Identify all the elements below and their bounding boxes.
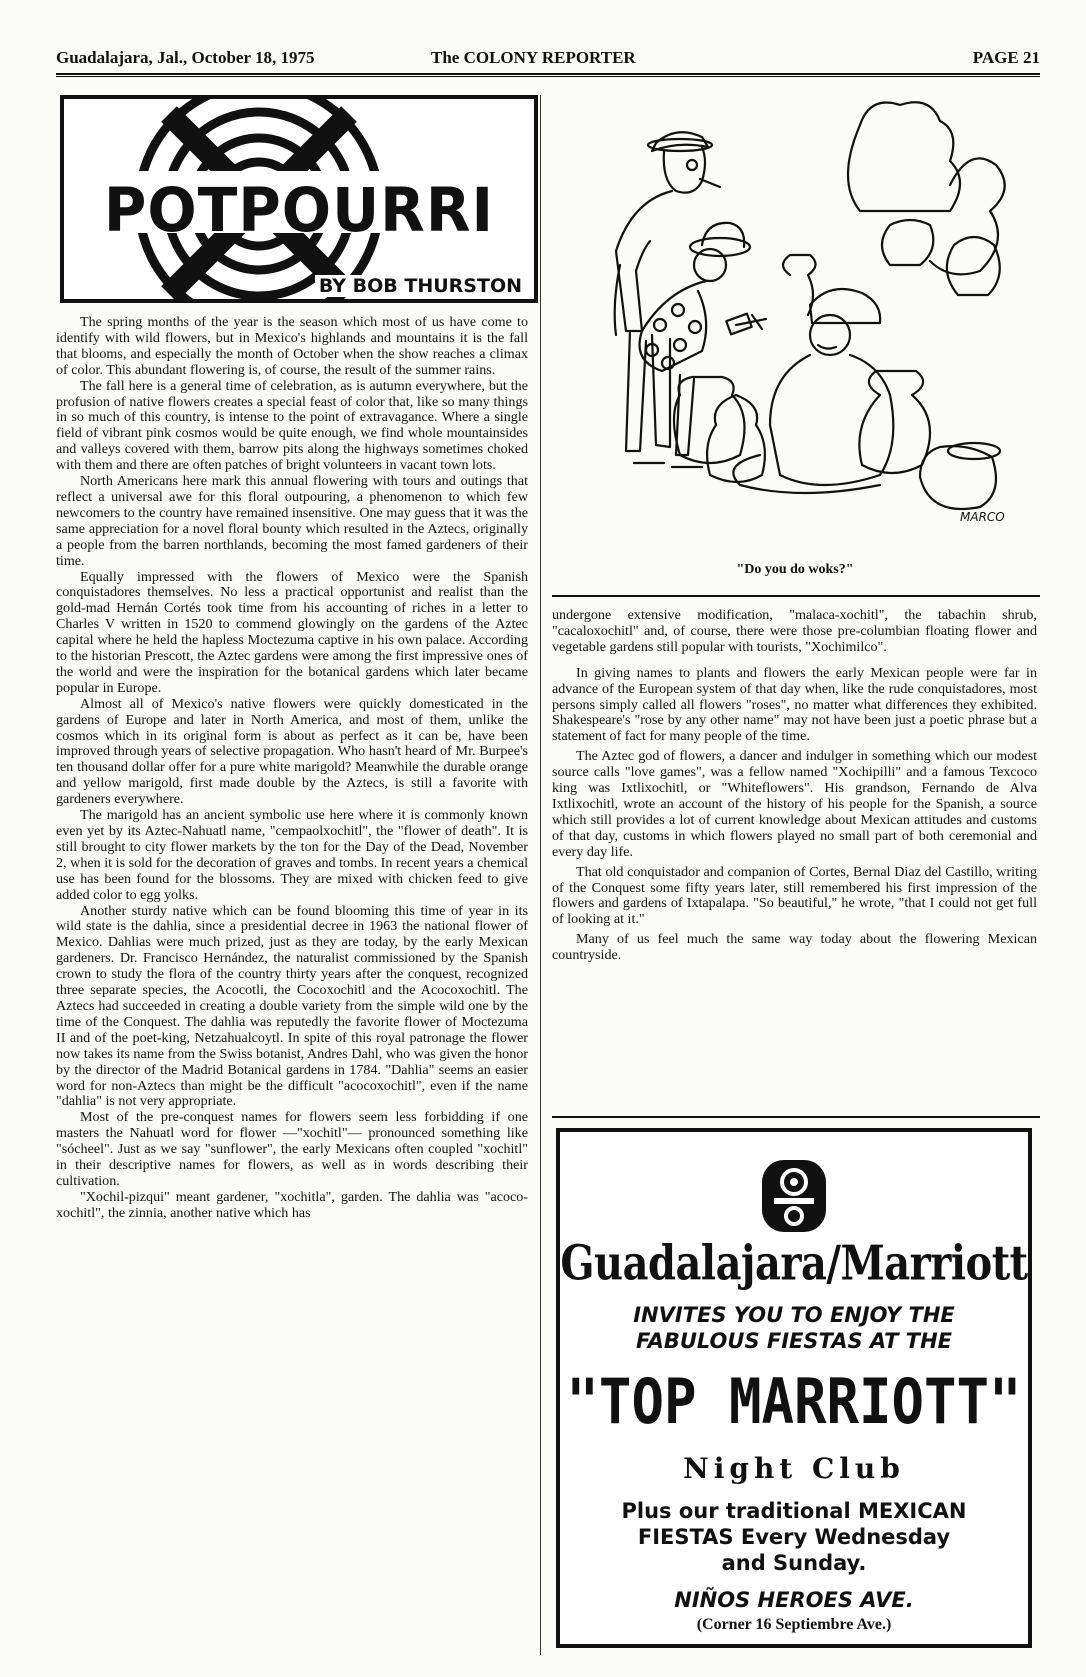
- ad-plus-line: and Sunday.: [721, 1551, 867, 1575]
- ad-invites-line: INVITES YOU TO ENJOY THE: [633, 1303, 955, 1327]
- article-paragraph: The spring months of the year is the season which most of us have come to identify with wild flowers, but in Mexico's highlands and mountains it is the fall that blooms, and especially the month of October when the show reaches a climax of color. This abundant flowering is, of course, the result of the summer rains.: [56, 314, 528, 378]
- article-left: [56, 315, 528, 1222]
- article-paragraph: In giving names to plants and flowers the early Mexican people were far in advance of the European system of that day when, like the rude conquistadores, most persons simply called all flowers "roses", no matter what differences they exhibited. Shakespeare's "rose by any other name" may not have been just a poetic phrase but a statement of fact for many people of the time.: [552, 664, 1037, 745]
- masthead: [56, 46, 1040, 74]
- article-paragraph: Most of the pre-conquest names for flowers seem less forbidding if one masters the Nahuatl word for flower —"xochitl"— pronounced something like "sócheel". Just as we say "sunflower", the early Mexicans often coupled "xochitl" in their descriptive names for flowers, as well as in words describing their cultivation.: [56, 1109, 528, 1189]
- cartoon-rule: [552, 595, 1040, 597]
- ad-plus-line: FIESTAS Every Wednesday: [637, 1525, 951, 1549]
- column-header-box: [60, 95, 538, 303]
- article-paragraph: "Xochil-pizqui" meant gardener, "xochitla", garden. The dahlia was "acoco-xochitl", the zinnia, another native which has: [56, 1188, 528, 1221]
- article-paragraph: Another sturdy native which can be found blooming this time of year in its wild state is the dahlia, since a presidential decree in 1963 the national flower of Mexico. Dahlias were much prized, just as they are today, by the early Mexican gardeners. Dr. Francisco Hernández, the naturalist commissioned by the Spanish crown to study the flora of the country thirty years after the conquest, recognized three separate species, the Acocotli, the Cocoxochitl and the Acocoxochitl. The Aztecs had succeeded in creating a double variety from the simple wild one by the time of the Conquest. The dahlia was reputedly the favorite flower of Moctezuma II and of the poet-king, Netzahualcoytl. In spite of this royal patronage the flower now takes its name from the Swiss botanist, Andres Dahl, who was given the honor by the director of the Madrid Botanical gardens in 1784. "Dahlia" seems an easier word for non-Aztecs than might be the difficult "acocoxochitl", even if the name "dahlia" is not very appropriate.: [56, 902, 528, 1110]
- ad-brand-name: Guadalajara/Marriott: [560, 1235, 1028, 1292]
- masthead-date: Guadalajara, Jal., October 18, 1975: [56, 48, 315, 67]
- article-paragraph: The Aztec god of flowers, a dancer and indulger in something which our modest source calls "love games", was a fellow named "Xochipilli" and a famous Texcoco king was Ixtlixochitl, or "Whiteflowers". His grandson, Fernando de Alva Ixtlixochitl, wrote an account of the history of his people for the Spanish, a source which still provides a lot of current knowledge about Mexican attitudes and customs of that day, customs in which flowers played no small part of both ceremonial and every day life.: [552, 748, 1037, 860]
- article-paragraph: Almost all of Mexico's native flowers were quickly domesticated in the gardens of Europe and later in North America, and most of them, unlike the cosmos which in its original form is about as perfect as it can be, have been improved through years of selective propagation. Who hasn't heard of Mr. Burpee's ten thousand dollar offer for a pure white marigold? Meanwhile the durable orange and yellow marigold, first made double by the Aztecs, is still a favorite with gardeners everywhere.: [56, 695, 528, 808]
- article-paragraph: Equally impressed with the flowers of Mexico were the Spanish conquistadores themselves. No less a practical opportunist and realist than the gold-mad Hernán Cortés took time from his accounting of riches in a letter to Charles V written in 1520 to commend glowingly on the gardens of the Aztec capital where he held the hapless Moctezuma captive in his own palace. According to the historian Prescott, the Aztec gardens were among the first impressive ones of the world and were the inspiration for the botanical gardens which later became popular in Europe.: [56, 568, 528, 696]
- ad-fiestas-note: [560, 1498, 1028, 1576]
- ad-invitation: [560, 1302, 1028, 1354]
- cartoon-caption: "Do you do woks?": [736, 562, 854, 577]
- column-divider: [540, 95, 541, 1655]
- article-paragraph: The fall here is a general time of celebration, as is autumn everywhere, but the profusion of native flowers creates a special feast of color that, like so many things in so much of this country, is intense to the point of extravagance. Where a single field of vibrant pink cosmos would be quite enough, we find whole mountainsides and valleys covered with them, barrow pits along the highways sometimes choked with them and there are often patches of bright volunteers in vacant town lots.: [56, 377, 528, 474]
- article-paragraph: Many of us feel much the same way today about the flowering Mexican countryside.: [552, 931, 1037, 964]
- right-column: [552, 608, 1037, 964]
- cartoon-drawing: [560, 95, 1038, 565]
- masthead-page-number: PAGE 21: [972, 48, 1040, 67]
- cartoon-signature: MARCO: [960, 510, 1005, 524]
- article-right: [552, 608, 1037, 964]
- masthead-paper-name: The COLONY REPORTER: [431, 48, 636, 67]
- ad-address: NIÑOS HEROES AVE.: [674, 1588, 914, 1612]
- cartoon-illustration: [560, 95, 1038, 573]
- article-paragraph: The marigold has an ancient symbolic use here where it is commonly known even yet by its Aztec-Nahuatl name, "cempaolxochitl", the "flower of death". It is still brought to city flower markets by the ton for the Day of the Dead, November 2, when it is sold for the decoration of graves and tombs. In recent years a chemical use has been found for the blossoms. They are mixed with chicken feed to give added color to egg yolks.: [56, 807, 528, 903]
- ad-invites-line: FABULOUS FIESTAS AT THE: [635, 1329, 953, 1353]
- ad-rule: [552, 1116, 1040, 1118]
- masthead-rule: [56, 73, 1040, 75]
- article-paragraph: undergone extensive modification, "malaca-xochitl", the tabachin shrub, "cacaloxochitl" and, of course, there were those pre-columbian floating flower and vegetable gardens still popular with tourists, "Xochimilco".: [552, 607, 1037, 655]
- marriott-logo-icon: [760, 1158, 828, 1234]
- column-title: POTPOURRI: [103, 174, 495, 246]
- ad-address-corner: (Corner 16 Septiembre Ave.): [696, 1616, 892, 1633]
- ad-venue-name: "TOP MARRIOTT": [566, 1365, 1022, 1438]
- ad-plus-line: Plus our traditional MEXICAN: [621, 1499, 967, 1523]
- article-paragraph: North Americans here mark this annual flowering with tours and outings that reflect a universal awe for this floral outpouring, a phenomenon to which few newcomers to the country have remained insensitive. One may guess that it was the same appreciation for a novel floral bounty which resulted in the Aztecs, originally a people from the barren northlands, becoming the most famed gardeners of their time.: [56, 473, 528, 569]
- column-byline: BY BOB THURSTON: [315, 275, 526, 297]
- ad-venue-subtitle: Night Club: [683, 1452, 905, 1485]
- masthead-rule-thin: [56, 76, 1040, 77]
- left-column: [56, 95, 528, 1222]
- marriott-advertisement: [556, 1128, 1032, 1648]
- article-paragraph: That old conquistador and companion of Cortes, Bernal Diaz del Castillo, writing of the Conquest some fifty years later, still remembered his first impression of the flowers and gardens of Ixtapalapa. "So beautiful," he wrote, "that I could not get full of looking at it.": [552, 863, 1037, 928]
